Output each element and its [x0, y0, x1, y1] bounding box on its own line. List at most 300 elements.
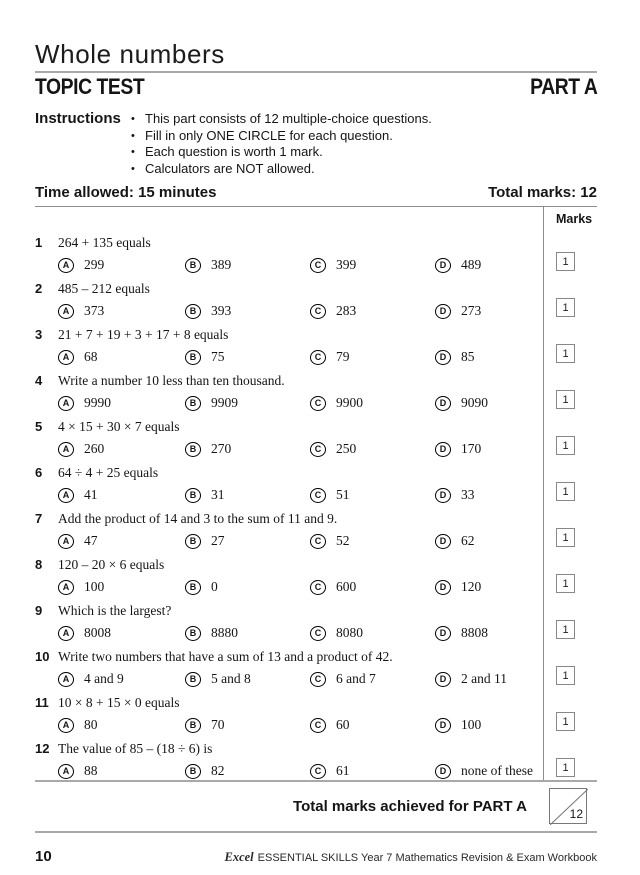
answer-circle[interactable]: [435, 396, 451, 411]
answer-circle[interactable]: [58, 626, 74, 641]
option-value: 82: [211, 763, 225, 778]
option-value: 4 and 9: [84, 671, 124, 686]
option[interactable]: [435, 717, 543, 733]
question-cell: [35, 596, 543, 642]
part-label: PART A: [529, 74, 597, 99]
chapter-title: Whole numbers: [35, 39, 225, 69]
option[interactable]: [58, 257, 185, 273]
answer-circle[interactable]: [185, 534, 201, 549]
option-value: 100: [461, 717, 482, 732]
option-value: 9090: [461, 395, 488, 410]
option-letter: A: [62, 535, 70, 546]
option-letter: B: [189, 673, 197, 684]
option-letter: C: [314, 489, 322, 500]
option-value: 85: [461, 349, 475, 364]
question-text: Add the product of 14 and 3 to the sum of 11 and 9.: [58, 511, 338, 526]
question-cell: [35, 412, 543, 458]
answer-circle[interactable]: [58, 764, 74, 779]
option[interactable]: [58, 717, 185, 733]
options-line: [35, 762, 543, 780]
option-letter: C: [314, 719, 322, 730]
answer-circle[interactable]: [185, 442, 201, 457]
answer-circle[interactable]: [185, 488, 201, 503]
question-text: Write two numbers that have a sum of 13 and a product of 42.: [58, 649, 393, 664]
answer-circle[interactable]: [185, 350, 201, 365]
option-value: 283: [336, 303, 357, 318]
question-text: 21 + 7 + 19 + 3 + 17 + 8 equals: [58, 327, 229, 342]
option-value: 41: [84, 487, 98, 502]
answer-circle[interactable]: [310, 534, 326, 549]
options-line: [35, 394, 543, 412]
mark-box: 1: [556, 390, 575, 409]
option-value: 8808: [461, 625, 488, 640]
option-value: 27: [211, 533, 225, 548]
question-text: Which is the largest?: [58, 603, 172, 618]
marks-cell: [543, 458, 597, 504]
option[interactable]: [435, 625, 543, 641]
option-letter: C: [314, 535, 322, 546]
marks-cell: [543, 274, 597, 320]
option-value: 9900: [336, 395, 363, 410]
instruction-text: Each question is worth 1 mark.: [145, 144, 323, 159]
option[interactable]: [185, 257, 310, 273]
option-value: 299: [84, 257, 105, 272]
question-line: [35, 511, 543, 527]
bullet-icon: •: [131, 129, 135, 142]
option-value: 120: [461, 579, 482, 594]
option[interactable]: [435, 395, 543, 411]
option-value: 260: [84, 441, 105, 456]
option[interactable]: [435, 533, 543, 549]
option-letter: A: [62, 765, 70, 776]
instruction-item: [131, 111, 432, 128]
marks-header-cell: [543, 207, 597, 228]
bullet-icon: •: [131, 146, 135, 158]
mark-box: 1: [556, 298, 575, 317]
answer-circle[interactable]: [435, 258, 451, 273]
option[interactable]: [185, 717, 310, 733]
answer-circle[interactable]: [310, 258, 326, 273]
option[interactable]: [58, 349, 185, 365]
option-value: 47: [84, 533, 98, 548]
answer-circle[interactable]: [185, 258, 201, 273]
mark-box: 1: [556, 344, 575, 363]
option-letter: A: [62, 305, 70, 316]
option-letter: C: [314, 673, 322, 684]
option[interactable]: [310, 671, 435, 687]
option-value: 52: [336, 533, 350, 548]
question-line: [35, 603, 543, 619]
option[interactable]: [58, 533, 185, 549]
option[interactable]: [435, 579, 543, 595]
question-line: [35, 557, 543, 573]
option-value: 70: [211, 717, 225, 732]
option[interactable]: [185, 763, 310, 779]
question-row: [35, 366, 597, 412]
option[interactable]: [185, 441, 310, 457]
footer-brand: Excel: [224, 850, 254, 864]
option[interactable]: [310, 257, 435, 273]
answer-circle[interactable]: [58, 396, 74, 411]
option-value: 68: [84, 349, 98, 364]
option-letter: B: [189, 397, 197, 408]
marks-cell: [543, 412, 597, 458]
marks-cell: [543, 596, 597, 642]
option[interactable]: [435, 257, 543, 273]
option[interactable]: [310, 349, 435, 365]
options-line: [35, 624, 543, 642]
marks-cell: [543, 228, 597, 274]
answer-circle[interactable]: [185, 304, 201, 319]
question-row: [35, 274, 597, 320]
question-row: [35, 504, 597, 550]
marks-cell: [543, 550, 597, 596]
marks-cell: [543, 688, 597, 734]
option[interactable]: [310, 763, 435, 779]
option-letter: B: [189, 535, 197, 546]
option-value: 51: [336, 487, 350, 502]
question-cell: [35, 688, 543, 734]
option[interactable]: [185, 303, 310, 319]
option-letter: B: [189, 627, 197, 638]
answer-circle[interactable]: [185, 580, 201, 595]
answer-circle[interactable]: [58, 350, 74, 365]
instruction-item: [131, 128, 432, 145]
option-letter: C: [314, 351, 322, 362]
answer-circle[interactable]: [310, 442, 326, 457]
option-letter: C: [314, 627, 322, 638]
answer-circle[interactable]: [435, 488, 451, 503]
question-number: 6: [35, 465, 43, 480]
question-row: [35, 458, 597, 504]
question-row: [35, 596, 597, 642]
option-value: 5 and 8: [211, 671, 251, 686]
option-letter: A: [62, 259, 70, 270]
total-marks-row: [35, 782, 597, 833]
option-letter: D: [439, 673, 447, 684]
option-letter: C: [314, 259, 322, 270]
option-letter: B: [189, 581, 197, 592]
option-letter: D: [439, 535, 447, 546]
marks-cell: [543, 366, 597, 412]
question-line: [35, 695, 543, 711]
question-line: [35, 419, 543, 435]
question-row: [35, 642, 597, 688]
option-letter: D: [439, 443, 447, 454]
marks-cell: [543, 642, 597, 688]
question-cell: [35, 320, 543, 366]
marks-cell: [543, 504, 597, 550]
option-letter: A: [62, 351, 70, 362]
option-value: 489: [461, 257, 482, 272]
option-letter: B: [189, 259, 197, 270]
option-letter: A: [62, 489, 70, 500]
question-number: 1: [35, 235, 43, 250]
option[interactable]: [58, 395, 185, 411]
options-line: [35, 256, 543, 274]
option[interactable]: [185, 625, 310, 641]
option[interactable]: [435, 763, 543, 779]
options-line: [35, 486, 543, 504]
option-letter: C: [314, 443, 322, 454]
answer-circle[interactable]: [185, 764, 201, 779]
answer-circle[interactable]: [58, 580, 74, 595]
option[interactable]: [435, 349, 543, 365]
option-letter: B: [189, 305, 197, 316]
option[interactable]: [435, 487, 543, 503]
option-letter: C: [314, 581, 322, 592]
mark-box: 1: [556, 574, 575, 593]
option-value: 250: [336, 441, 357, 456]
questions-container: [35, 228, 597, 780]
option-letter: B: [189, 719, 197, 730]
question-line: [35, 235, 543, 251]
options-line: [35, 670, 543, 688]
spacer-cell: [35, 207, 543, 227]
question-number: 9: [35, 603, 43, 618]
mark-box: 1: [556, 712, 575, 731]
option[interactable]: [310, 487, 435, 503]
option[interactable]: [310, 717, 435, 733]
time-row: [35, 184, 597, 201]
option-letter: C: [314, 305, 322, 316]
question-cell: [35, 228, 543, 274]
title-divider: [35, 71, 597, 73]
question-cell: [35, 504, 543, 550]
book-reference: [225, 850, 598, 865]
option-value: 8080: [336, 625, 363, 640]
question-number: 5: [35, 419, 43, 434]
option-letter: D: [439, 351, 447, 362]
option-letter: B: [189, 443, 197, 454]
question-line: [35, 373, 543, 389]
instructions-list: [131, 111, 432, 177]
marks-cell: [543, 320, 597, 366]
answer-circle[interactable]: [185, 718, 201, 733]
option[interactable]: [185, 671, 310, 687]
option-letter: D: [439, 489, 447, 500]
question-line: [35, 649, 543, 665]
option-value: 270: [211, 441, 232, 456]
option[interactable]: [310, 303, 435, 319]
question-text: 120 – 20 × 6 equals: [58, 557, 165, 572]
question-cell: [35, 458, 543, 504]
option-value: 80: [84, 717, 98, 732]
option[interactable]: [58, 579, 185, 595]
topic-row: [35, 75, 597, 100]
option-value: 600: [336, 579, 357, 594]
question-number: 3: [35, 327, 43, 342]
option[interactable]: [310, 441, 435, 457]
options-line: [35, 302, 543, 320]
answer-circle[interactable]: [435, 442, 451, 457]
mark-box: 1: [556, 436, 575, 455]
page-footer: [35, 848, 597, 865]
instruction-text: This part consists of 12 multiple-choice questions.: [145, 111, 432, 126]
option-letter: B: [189, 489, 197, 500]
answer-circle[interactable]: [185, 626, 201, 641]
question-number: 2: [35, 281, 43, 296]
option-value: none of these: [461, 763, 533, 778]
option[interactable]: [310, 579, 435, 595]
question-line: [35, 281, 543, 297]
options-line: [35, 440, 543, 458]
option-letter: D: [439, 719, 447, 730]
question-cell: [35, 642, 543, 688]
option-letter: A: [62, 673, 70, 684]
answer-circle[interactable]: [435, 350, 451, 365]
marks-column-header: Marks: [556, 212, 593, 226]
option[interactable]: [58, 487, 185, 503]
question-line: [35, 465, 543, 481]
option-value: 31: [211, 487, 225, 502]
question-text: 485 – 212 equals: [58, 281, 150, 296]
question-line: [35, 327, 543, 343]
answer-circle[interactable]: [58, 672, 74, 687]
answer-circle[interactable]: [435, 534, 451, 549]
option-value: 9909: [211, 395, 238, 410]
footer-book-title: ESSENTIAL SKILLS Year 7 Mathematics Revision & Exam Workbook: [257, 852, 597, 864]
question-number: 8: [35, 557, 43, 572]
options-line: [35, 716, 543, 734]
option[interactable]: [185, 487, 310, 503]
option-letter: C: [314, 397, 322, 408]
mark-box: 1: [556, 666, 575, 685]
option-value: 399: [336, 257, 357, 272]
time-allowed-label: Time allowed: 15 minutes: [35, 184, 217, 201]
option-letter: A: [62, 581, 70, 592]
answer-circle[interactable]: [310, 488, 326, 503]
options-line: [35, 348, 543, 366]
marks-cell: [543, 734, 597, 780]
bullet-icon: •: [131, 113, 135, 125]
option-letter: A: [62, 443, 70, 454]
option[interactable]: [58, 303, 185, 319]
instructions-block: [35, 111, 597, 177]
answer-circle[interactable]: [310, 718, 326, 733]
option-value: 389: [211, 257, 232, 272]
total-marks-label: Total marks: 12: [488, 184, 597, 201]
score-box-total: 12: [569, 807, 583, 821]
answer-circle[interactable]: [435, 718, 451, 733]
option[interactable]: [310, 533, 435, 549]
questions-area: [35, 206, 597, 782]
option-letter: D: [439, 259, 447, 270]
option-value: 75: [211, 349, 225, 364]
page-number: 10: [35, 848, 52, 865]
answer-circle[interactable]: [58, 718, 74, 733]
option-value: 88: [84, 763, 98, 778]
answer-circle[interactable]: [185, 672, 201, 687]
answer-circle[interactable]: [310, 626, 326, 641]
option-value: 62: [461, 533, 475, 548]
option-letter: B: [189, 351, 197, 362]
option[interactable]: [435, 303, 543, 319]
answer-circle[interactable]: [310, 580, 326, 595]
bullet-icon: •: [131, 162, 135, 175]
option-value: 79: [336, 349, 350, 364]
question-number: 12: [35, 741, 50, 756]
instruction-item: [131, 144, 432, 161]
instruction-text: Fill in only ONE CIRCLE for each question.: [145, 127, 393, 143]
option[interactable]: [435, 441, 543, 457]
question-cell: [35, 274, 543, 320]
option[interactable]: [185, 533, 310, 549]
option-value: 33: [461, 487, 475, 502]
answer-circle[interactable]: [435, 626, 451, 641]
topic-test-title: TOPIC TEST: [35, 74, 145, 99]
option[interactable]: [185, 579, 310, 595]
question-row: [35, 550, 597, 596]
answer-circle[interactable]: [435, 764, 451, 779]
option[interactable]: [58, 441, 185, 457]
question-number: 7: [35, 511, 43, 526]
question-text: The value of 85 – (18 ÷ 6) is: [58, 741, 213, 756]
answer-circle[interactable]: [310, 672, 326, 687]
answer-circle[interactable]: [435, 304, 451, 319]
option-letter: B: [189, 765, 197, 776]
option-value: 61: [336, 763, 350, 778]
option-letter: D: [439, 581, 447, 592]
option[interactable]: [58, 763, 185, 779]
question-number: 11: [35, 695, 49, 710]
option[interactable]: [58, 671, 185, 687]
question-row: [35, 734, 597, 780]
option[interactable]: [185, 395, 310, 411]
option[interactable]: [58, 625, 185, 641]
question-text: Write a number 10 less than ten thousand.: [58, 373, 285, 388]
option-value: 100: [84, 579, 105, 594]
option-letter: A: [62, 627, 70, 638]
option-value: 60: [336, 717, 350, 732]
option-value: 170: [461, 441, 482, 456]
option-value: 2 and 11: [461, 671, 507, 686]
option[interactable]: [310, 625, 435, 641]
option-value: 8880: [211, 625, 238, 640]
answer-circle[interactable]: [310, 350, 326, 365]
mark-box: 1: [556, 252, 575, 271]
marks-header-row: [35, 207, 597, 228]
answer-circle[interactable]: [310, 764, 326, 779]
answer-circle[interactable]: [185, 396, 201, 411]
instructions-label: Instructions: [35, 110, 121, 127]
answer-circle[interactable]: [58, 488, 74, 503]
answer-circle[interactable]: [58, 442, 74, 457]
option[interactable]: [310, 395, 435, 411]
answer-circle[interactable]: [58, 304, 74, 319]
question-row: [35, 688, 597, 734]
option-value: 273: [461, 303, 482, 318]
option-value: 0: [211, 579, 218, 594]
instruction-item: [131, 161, 432, 178]
answer-circle[interactable]: [310, 304, 326, 319]
answer-circle[interactable]: [58, 258, 74, 273]
option-value: 8008: [84, 625, 111, 640]
answer-circle[interactable]: [58, 534, 74, 549]
answer-circle[interactable]: [310, 396, 326, 411]
option[interactable]: [435, 671, 543, 687]
mark-box: 1: [556, 758, 575, 777]
question-row: [35, 412, 597, 458]
option[interactable]: [185, 349, 310, 365]
option-letter: D: [439, 765, 447, 776]
question-cell: [35, 734, 543, 780]
answer-circle[interactable]: [435, 672, 451, 687]
option-value: 393: [211, 303, 232, 318]
answer-circle[interactable]: [435, 580, 451, 595]
question-line: [35, 741, 543, 757]
question-text: 64 ÷ 4 + 25 equals: [58, 465, 159, 480]
